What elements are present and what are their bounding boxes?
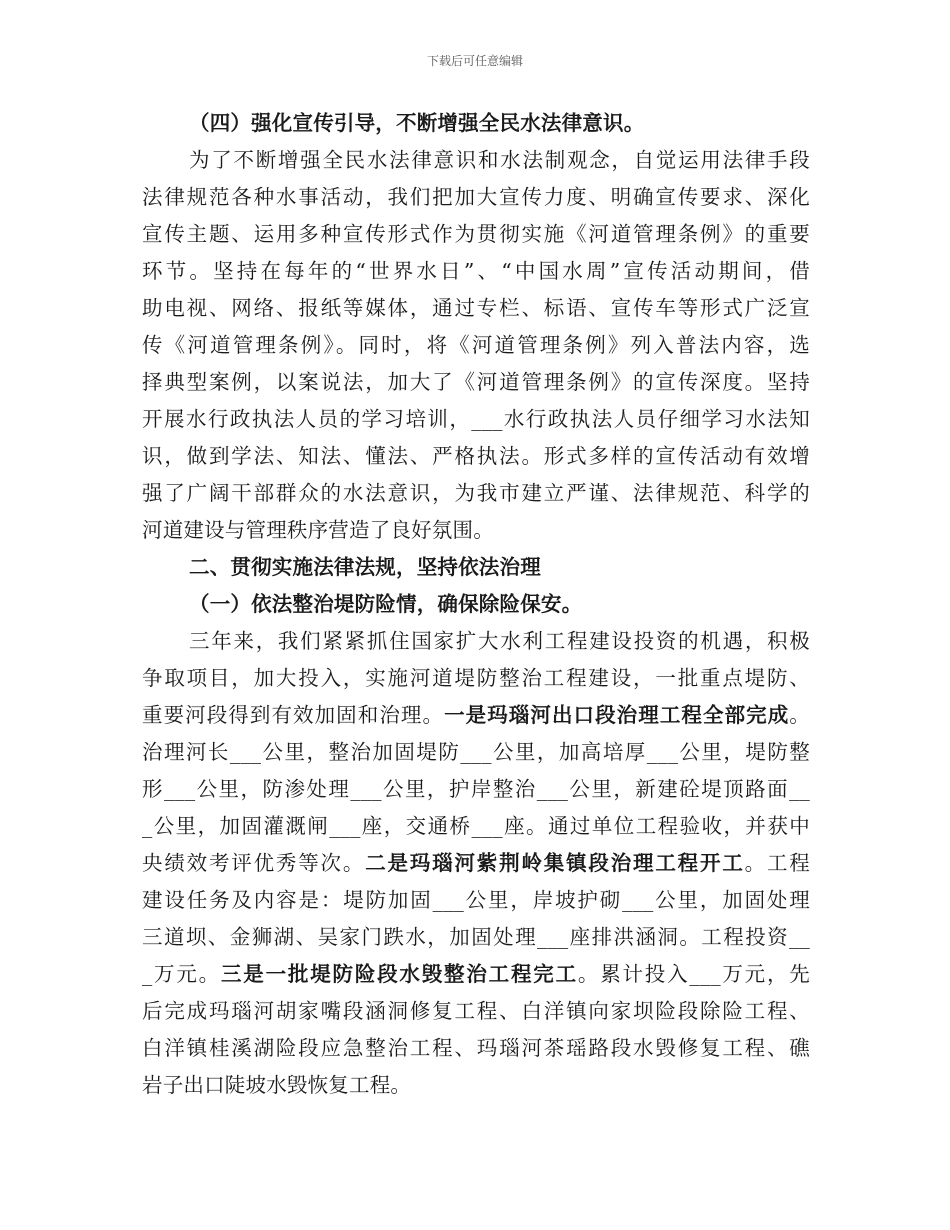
text-line [142,327,810,364]
text-line [142,845,810,882]
text-line [142,142,810,179]
text-line [142,697,810,734]
text-line [142,549,810,586]
text-line [142,290,810,327]
text-line [142,512,810,549]
text-segment: 岩子出口陡坡水毁恢复工程。 [142,1073,412,1097]
text-segment: _公里，加固灌溉闸___座，交通桥___座。通过单位工程验收，并获中 [142,814,810,838]
text-line [142,734,810,771]
text-segment: 。累计投入___万元，先 [577,962,810,986]
text-line [142,808,810,845]
text-segment: 白洋镇桂溪湖险段应急整治工程、玛瑙河茶瑶路段水毁修复工程、礁 [142,1036,810,1060]
text-segment: 择典型案例，以案说法，加大了《河道管理条例》的宣传深度。坚持 [142,370,810,394]
text-segment: _万元。 [142,962,221,986]
text-line [142,1030,810,1067]
text-line [142,179,810,216]
text-segment: 宣传主题、运用多种宣传形式作为贯彻实施《河道管理条例》的重要 [142,222,810,246]
text-line [142,882,810,919]
text-segment: 助电视、网络、报纸等媒体，通过专栏、标语、宣传车等形式广泛宣 [142,296,810,320]
bold-text-segment: （一）依法整治堤防险情，确保除险保安。 [189,592,583,616]
text-segment: 强了广阔干部群众的水法意识，为我市建立严谨、法律规范、科学的 [142,481,810,505]
text-segment: 为了不断增强全民水法律意识和水法制观念，自觉运用法律手段 [189,148,810,172]
bold-text-segment: 三是一批堤防险段水毁整治工程完工 [220,962,578,986]
text-segment: 央绩效考评优秀等次。 [142,851,366,875]
text-segment: 重要河段得到有效加固和治理。 [142,703,445,727]
text-line [142,956,810,993]
text-line [142,253,810,290]
text-line [142,993,810,1030]
text-line [142,623,810,660]
text-segment: 三道坝、金狮湖、吴家门跌水，加固处理___座排洪涵洞。工程投资__ [142,925,810,949]
text-segment: 三年来，我们紧紧抓住国家扩大水利工程建设投资的机遇，积极 [189,629,810,653]
bold-text-segment: 二、贯彻实施法律法规，坚持依法治理 [189,555,541,579]
page-header: 下载后可任意编辑 [426,54,523,68]
text-segment: 河道建设与管理秩序营造了良好氛围。 [142,518,494,542]
document-body [142,105,810,1104]
text-line [142,364,810,401]
text-segment: 环节。坚持在每年的“世界水日”、“中国水周”宣传活动期间，借 [142,259,810,283]
text-segment: 法律规范各种水事活动，我们把加大宣传力度、明确宣传要求、深化 [142,185,810,209]
text-line [142,401,810,438]
text-segment: 后完成玛瑙河胡家嘴段涵洞修复工程、白洋镇向家坝险段除险工程、 [142,999,810,1023]
text-line [142,438,810,475]
text-segment: 争取项目，加大投入，实施河道堤防整治工程建设，一批重点堤防、 [142,666,810,690]
text-line [142,1067,810,1104]
text-line [142,771,810,808]
text-segment: 。工程 [744,851,810,875]
text-segment: 。 [789,703,810,727]
text-segment: 开展水行政执法人员的学习培训，___水行政执法人员仔细学习水法知 [142,407,810,431]
text-line [142,586,810,623]
bold-text-segment: 一是玛瑙河出口段治理工程全部完成 [444,703,790,727]
text-segment: 形___公里，防渗处理___公里，护岸整治___公里，新建砼堤顶路面__ [142,777,810,801]
bold-text-segment: 二是玛瑙河紫荆岭集镇段治理工程开工 [365,851,745,875]
text-line [142,660,810,697]
text-segment: 传《河道管理条例》。同时，将《河道管理条例》列入普法内容，选 [142,333,810,357]
text-segment: 识，做到学法、知法、懂法、严格执法。形式多样的宣传活动有效增 [142,444,810,468]
text-line [142,105,810,142]
text-line [142,475,810,512]
text-segment: 建设任务及内容是：堤防加固___公里，岸坡护砌___公里，加固处理 [142,888,810,912]
text-line [142,919,810,956]
bold-text-segment: （四）强化宣传引导，不断增强全民水法律意识。 [189,111,645,135]
text-segment: 治理河长___公里，整治加固堤防___公里，加高培厚___公里，堤防整 [142,740,810,764]
text-line [142,216,810,253]
